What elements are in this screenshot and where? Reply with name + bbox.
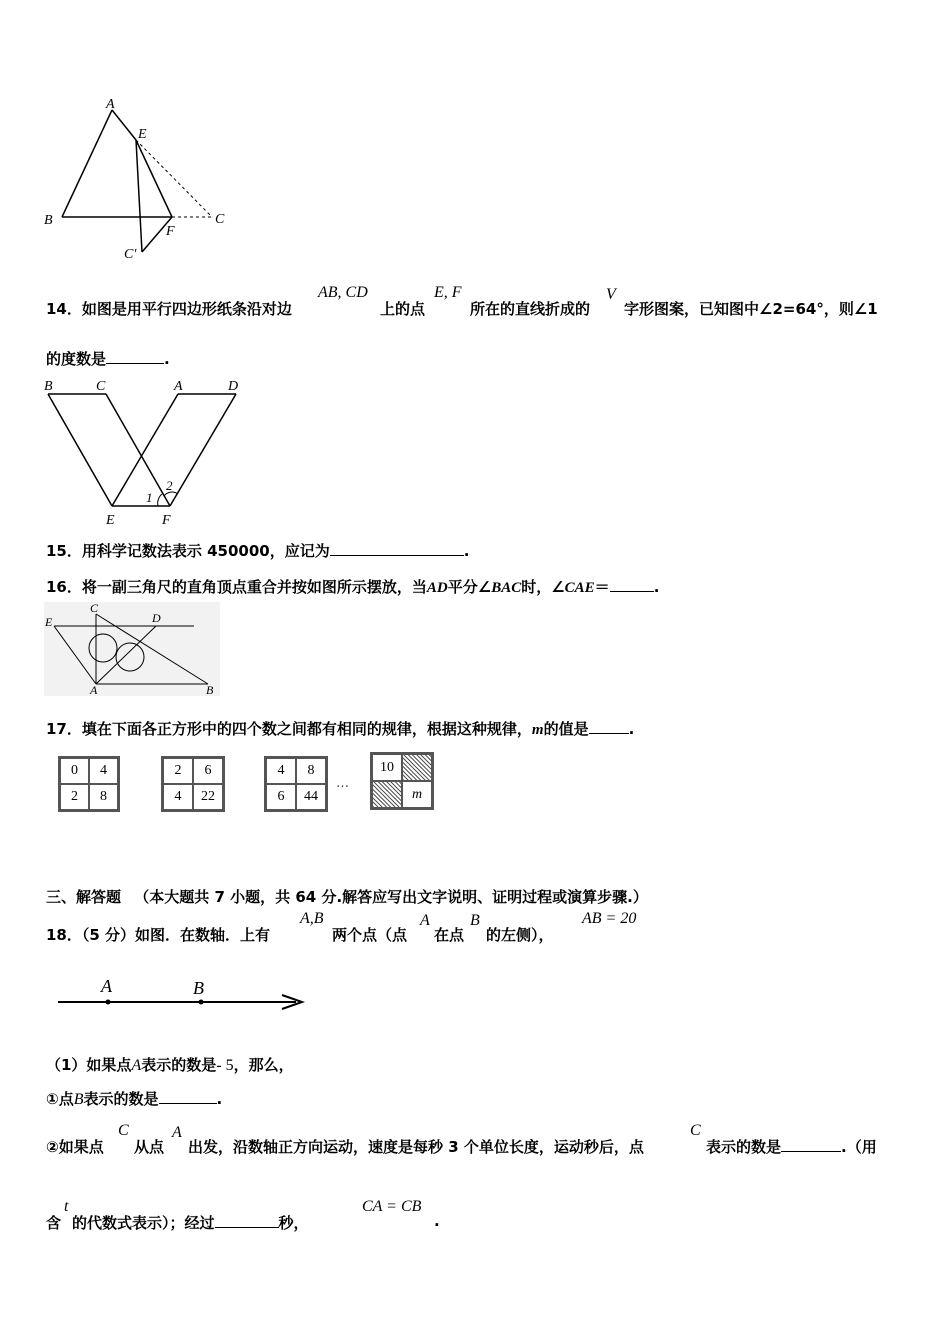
number-square-2	[161, 756, 225, 812]
label-f: F	[162, 513, 171, 528]
point-a	[106, 1000, 111, 1005]
hatched-cell	[372, 781, 402, 808]
label-a: A	[174, 379, 183, 394]
square-cell: 0	[60, 758, 89, 784]
label-c-prime: C′	[124, 247, 137, 262]
question-14-line1: 14．如图是用平行四边形纸条沿对边	[46, 300, 292, 318]
label-d: D	[152, 611, 161, 625]
question-number: 18．	[46, 926, 82, 944]
math-ab-equals-20: AB = 20	[582, 910, 637, 927]
answer-blank[interactable]	[330, 541, 464, 556]
label-c: C	[215, 212, 225, 227]
edge-ec-dashed	[136, 140, 212, 217]
question-number: 14．	[46, 300, 82, 318]
label-angle-1: 1	[146, 490, 153, 505]
answer-blank[interactable]	[159, 1089, 217, 1104]
answer-blank[interactable]	[589, 719, 629, 734]
label-c: C	[96, 379, 106, 394]
edge-ae	[112, 110, 136, 140]
question-15: 15．用科学记数法表示 450000，应记为 .	[46, 542, 470, 560]
label-a: A	[90, 683, 98, 696]
edge-ec-prime	[136, 140, 142, 252]
question-18-line1: 18．（5 分）如图．在数轴．上有	[46, 926, 271, 944]
section-note: （本大题共 7 小题，共 64 分.解答应写出文字说明、证明过程或演算步骤.）	[134, 888, 648, 906]
square-cell: 2	[163, 758, 193, 784]
label-angle-2: 2	[166, 478, 173, 493]
label-b: B	[206, 683, 214, 696]
question-14-line2: 的度数是 .	[46, 350, 170, 368]
square-cell: 22	[193, 784, 223, 810]
question-18-part-1: （1）如果点A表示的数是- 5，那么，	[46, 1056, 294, 1074]
edge-cf	[106, 394, 170, 506]
answer-blank[interactable]	[781, 1137, 841, 1152]
edge-ef	[136, 140, 172, 217]
ellipsis: …	[336, 776, 349, 791]
label-a: A	[106, 97, 115, 112]
label-a: A	[101, 976, 112, 996]
math-ca-equals-cb: CA = CB	[362, 1198, 422, 1215]
square-cell: 4	[163, 784, 193, 810]
square-cell: 6	[266, 784, 296, 810]
question-number: 17．	[46, 720, 82, 738]
edge-ab	[62, 110, 112, 217]
label-b: B	[44, 213, 53, 228]
square-cell: 6	[193, 758, 223, 784]
number-square-3	[264, 756, 328, 812]
label-c: C	[90, 602, 99, 615]
question-16: 16．将一副三角尺的直角顶点重合并按如图所示摆放，当AD平分∠BAC时，∠CAE＝ .	[46, 578, 660, 596]
question-17: 17．填在下面各正方形中的四个数之间都有相同的规律，根据这种规律，m的值是 .	[46, 720, 635, 738]
section-3-header	[46, 886, 648, 907]
square-cell: 8	[89, 784, 118, 810]
edge-be	[48, 394, 112, 506]
math-a-b: A,B	[300, 910, 324, 927]
number-square-1	[58, 756, 120, 812]
math-e-f: E, F	[434, 284, 462, 301]
hatched-cell	[402, 754, 432, 781]
square-cell: 44	[296, 784, 326, 810]
answer-blank[interactable]	[610, 577, 654, 592]
square-cell-m: m	[402, 781, 432, 808]
answer-blank[interactable]	[106, 349, 164, 364]
question-number: 15．	[46, 542, 82, 560]
question-18-sub-1: ①点B表示的数是 .	[46, 1090, 223, 1108]
math-v: V	[606, 286, 616, 303]
point-b	[199, 1000, 204, 1005]
label-e: E	[106, 513, 115, 528]
answer-blank[interactable]	[215, 1213, 279, 1228]
question-number: 16．	[46, 578, 82, 596]
square-cell: 4	[89, 758, 118, 784]
label-d: D	[228, 379, 239, 394]
figure-triangle-fold	[40, 92, 240, 267]
edge-df	[170, 394, 236, 506]
square-cell: 8	[296, 758, 326, 784]
number-square-4	[370, 752, 434, 810]
square-cell: 10	[372, 754, 402, 781]
label-e: E	[138, 127, 147, 142]
label-b: B	[44, 379, 53, 394]
label-b: B	[193, 978, 204, 998]
label-f: F	[166, 224, 175, 239]
question-18-sub-2-line1: ②如果点	[46, 1138, 104, 1156]
figure-set-squares	[44, 602, 220, 696]
label-e: E	[45, 615, 53, 629]
math-ab-cd: AB, CD	[318, 284, 368, 301]
figure-v-fold	[40, 376, 250, 528]
section-title: 三、解答题	[46, 888, 122, 906]
square-cell: 4	[266, 758, 296, 784]
square-cell: 2	[60, 784, 89, 810]
number-line	[56, 972, 308, 1012]
angle-1-arc	[158, 494, 162, 506]
